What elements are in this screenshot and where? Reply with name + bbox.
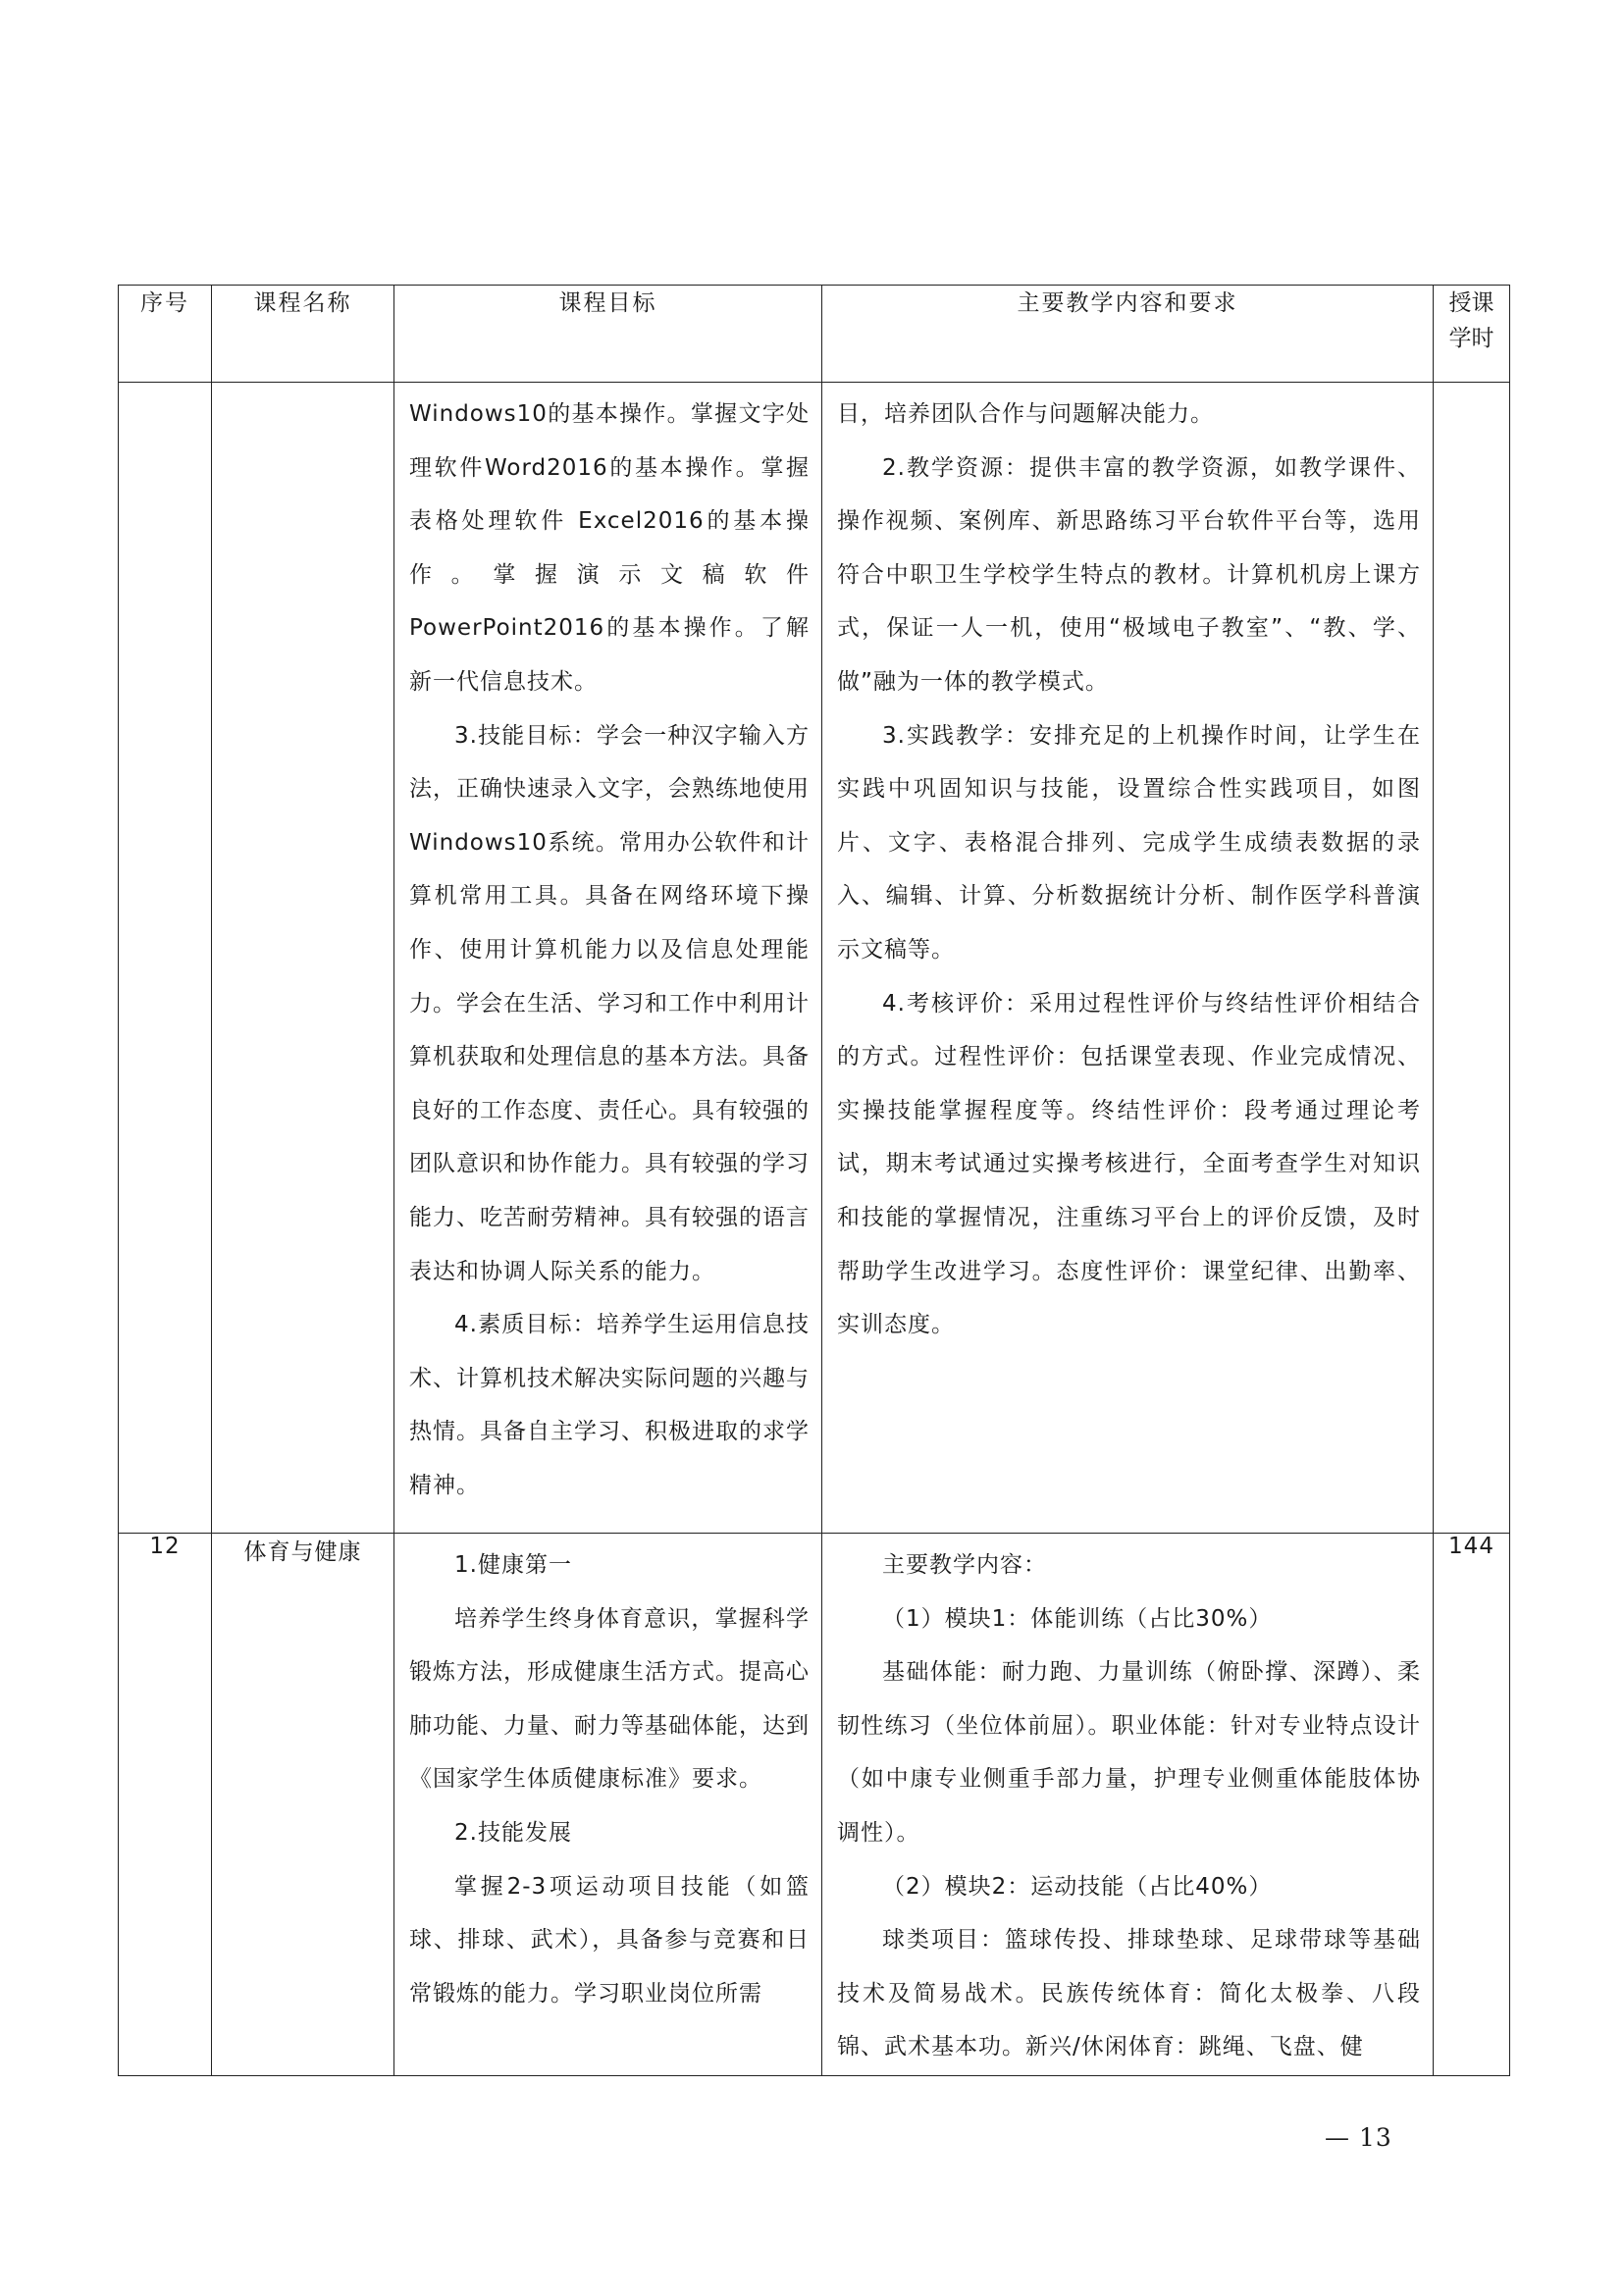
header-index: 序号 <box>119 286 212 383</box>
objectives-heading: 2.技能发展 <box>454 1819 572 1846</box>
content-paragraph: 2.教学资源：提供丰富的教学资源，如教学课件、操作视频、案例库、新思路练习平台软件平台等，选用符合中职卫生学校学生特点的教材。计算机机房上课方式，保证一人一机，使用“极域电子教室”、“教、学、做”融为一体的教学模式。 <box>837 454 1421 695</box>
cell-hours-empty <box>1434 383 1510 1534</box>
header-hours-line1: 授课 <box>1448 290 1494 316</box>
cell-objectives <box>394 1534 822 2076</box>
table-header-row <box>119 286 1510 383</box>
content-paragraph: 4.考核评价：采用过程性评价与终结性评价相结合的方式。过程性评价：包括课堂表现、作业完成情况、实操技能掌握程度等。终结性评价：段考通过理论考试，期末考试通过实操考核进行，全面考查学生对知识和技能的掌握情况，注重练习平台上的评价反馈，及时帮助学生改进学习。态度性评价：课堂纪律、出勤率、实训态度。 <box>837 990 1421 1338</box>
content-paragraph: 球类项目：篮球传投、排球垫球、足球带球等基础技术及简易战术。民族传统体育：简化太极拳、八段锦、武术基本功。新兴/休闲体育：跳绳、飞盘、健 <box>837 1927 1421 2060</box>
objectives-paragraph: 3.技能目标：学会一种汉字输入方法，正确快速录入文字，会熟练地使用Windows10系统。常用办公软件和计算机常用工具。具备在网络环境下操作、使用计算机能力以及信息处理能力。学会在生活、学习和工作中利用计算机获取和处理信息的基本方法。具备良好的工作态度、责任心。具有较强的团队意识和协作能力。具有较强的学习能力、吃苦耐劳精神。具有较强的语言表达和协调人际关系的能力。 <box>409 722 810 1284</box>
content-heading: 主要教学内容： <box>882 1552 1047 1578</box>
header-objectives: 课程目标 <box>394 286 822 383</box>
cell-objectives <box>394 383 822 1534</box>
content-module-title: （2）模块2：运动技能（占比40%） <box>882 1873 1273 1900</box>
objectives-paragraph: Windows10的基本操作。掌握文字处理软件Word2016的基本操作。掌握表格处理软件 Excel2016的基本操作。掌握演示文稿软件PowerPoint2016的基本操作。了解新一代信息技术。 <box>409 401 810 695</box>
content-paragraph: 3.实践教学：安排充足的上机操作时间，让学生在实践中巩固知识与技能，设置综合性实践项目，如图片、文字、表格混合排列、完成学生成绩表数据的录入、编辑、计算、分析数据统计分析、制作医学科普演示文稿等。 <box>837 722 1421 963</box>
course-table <box>118 285 1510 2076</box>
cell-index-empty <box>119 383 212 1534</box>
objectives-paragraph: 培养学生终身体育意识，掌握科学锻炼方法，形成健康生活方式。提高心肺功能、力量、耐力等基础体能，达到《国家学生体质健康标准》要求。 <box>409 1605 810 1793</box>
cell-index: 12 <box>119 1534 212 2076</box>
header-content: 主要教学内容和要求 <box>822 286 1434 383</box>
cell-course-name: 体育与健康 <box>212 1534 394 2076</box>
objectives-paragraph: 掌握2-3项运动项目技能（如篮球、排球、武术），具备参与竞赛和日常锻炼的能力。学习职业岗位所需 <box>409 1873 810 2007</box>
cell-hours: 144 <box>1434 1534 1510 2076</box>
page-number: — 13 <box>1325 2123 1392 2152</box>
content-paragraph: 目，培养团队合作与问题解决能力。 <box>837 401 1214 427</box>
cell-content <box>822 1534 1434 2076</box>
cell-course-name-empty <box>212 383 394 1534</box>
content-paragraph: 基础体能：耐力跑、力量训练（俯卧撑、深蹲）、柔韧性练习（坐位体前屈）。职业体能：针对专业特点设计（如中康专业侧重手部力量，护理专业侧重体能肢体协调性）。 <box>837 1659 1421 1846</box>
objectives-paragraph: 4.素质目标：培养学生运用信息技术、计算机技术解决实际问题的兴趣与热情。具备自主学习、积极进取的求学精神。 <box>409 1312 810 1498</box>
objectives-heading: 1.健康第一 <box>454 1552 572 1578</box>
header-course-name: 课程名称 <box>212 286 394 383</box>
header-hours-line2: 学时 <box>1448 326 1494 351</box>
header-hours <box>1434 286 1510 383</box>
cell-content <box>822 383 1434 1534</box>
content-module-title: （1）模块1：体能训练（占比30%） <box>882 1605 1273 1632</box>
table-row-continued <box>119 383 1510 1534</box>
table-row-12 <box>119 1534 1510 2076</box>
